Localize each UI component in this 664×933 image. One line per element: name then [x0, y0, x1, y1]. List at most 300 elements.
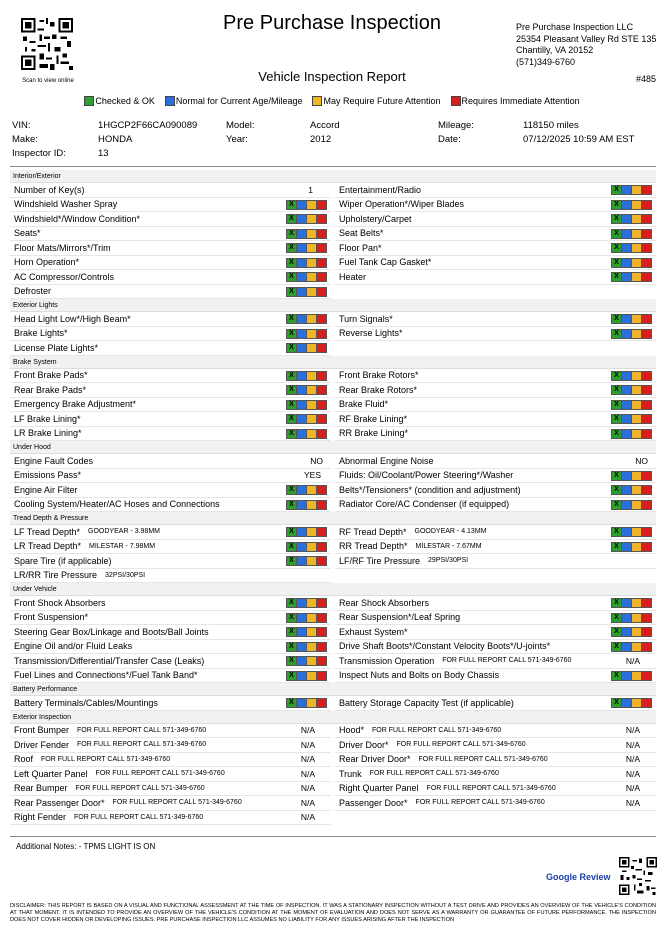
item-label: RF Brake Lining* [339, 413, 408, 424]
status-indicator [287, 400, 327, 410]
status-box-ok: X [611, 272, 622, 282]
item-detail: FOR FULL REPORT CALL 571-349-6760 [372, 726, 502, 734]
empty-cell [335, 341, 656, 356]
company-address-line2: Chantilly, VA 20152 [516, 45, 594, 55]
status-indicator [612, 200, 652, 210]
item-label: Front Suspension* [14, 612, 89, 623]
vin-value: 1HGCP2F66CA090089 [98, 120, 198, 131]
company-name: Pre Purchase Inspection LLC [516, 22, 634, 32]
inspection-row [10, 412, 656, 427]
status-indicator [612, 613, 652, 623]
legend-label: Normal for Current Age/Mileage [175, 96, 303, 106]
inspection-row [10, 767, 656, 782]
status-indicator [612, 698, 652, 708]
item-defroster [10, 285, 331, 300]
item-label: Floor Mats/Mirrors*/Trim [14, 242, 111, 253]
item-label: Cooling System/Heater/AC Hoses and Connections [14, 499, 220, 510]
disclaimer-text: DISCLAIMER: THIS REPORT IS BASED ON A VISUAL AND FUNCTIONAL ASSESSMENT AT THE TIME OF INSPECTION. IT WAS A STATIONARY INSPECTION WITHOUT A TEST DRIVE AND PROVIDES AN OVERVIEW OF THE VEHICLE'S CONDITION AT THAT MOMENT. IT IS INTENDED TO PROVIDE AN OVERVIEW OF THE VEHICLE'S CONDITION AT THE MOMENT OF EVALUATION AND DOES NOT SERVE AS A WARRANTY OR GUARANTEE OF FUTURE PERFORMANCE. THE INSPECTION DOES NOT COVER HIDDEN OR DEVELOPING ISSUES. PRE PURCHASE INSPECTION LLC ASSUMES NO LIABILITY FOR ANY ISSUES ARISING AFTER THE INSPECTION [10, 903, 656, 923]
year-value: 2012 [310, 134, 332, 145]
item-label: Fluids: Oil/Coolant/Power Steering*/Washer [339, 470, 514, 481]
item-rf-tread-depth [335, 525, 656, 540]
status-indicator [287, 698, 327, 708]
vehicle-info [0, 118, 664, 164]
item-value: NO [310, 455, 323, 466]
item-value: N/A [300, 812, 315, 823]
status-indicator [287, 229, 327, 239]
item-label: Radiator Core/AC Condenser (if equipped) [339, 499, 510, 510]
item-detail: FOR FULL REPORT CALL 571-349-6760 [77, 726, 207, 734]
status-box-immediate [316, 214, 327, 224]
status-indicator [287, 598, 327, 608]
section-header-under-vehicle: Under Vehicle [10, 583, 656, 596]
status-box-ok: X [286, 656, 297, 666]
item-label: Number of Key(s) [14, 184, 85, 195]
status-box-immediate [316, 613, 327, 623]
status-box-immediate [316, 485, 327, 495]
item-value: 1 [308, 184, 313, 195]
item-battery-terminals-cables-mountings [10, 696, 331, 711]
status-indicator [612, 598, 652, 608]
status-box-immediate [316, 272, 327, 282]
item-label: Front Brake Pads* [14, 370, 88, 381]
item-label: Floor Pan* [339, 242, 382, 253]
status-box-ok: X [611, 229, 622, 239]
status-box-immediate [641, 314, 652, 324]
status-indicator [612, 258, 652, 268]
legend-item-normal-for-current-age-mileage [165, 96, 303, 106]
inspection-row [10, 696, 656, 711]
status-box-ok: X [286, 200, 297, 210]
item-label: Inspect Nuts and Bolts on Body Chassis [339, 670, 500, 681]
item-value: N/A [625, 725, 640, 736]
item-detail: MILESTAR - 7.67MM [415, 542, 482, 550]
status-indicator [612, 229, 652, 239]
item-abnormal-engine-noise [335, 454, 656, 469]
item-rear-brake-pads [10, 383, 331, 398]
item-rf-brake-lining [335, 412, 656, 427]
item-detail: FOR FULL REPORT CALL 571-349-6760 [95, 770, 225, 778]
status-indicator [287, 314, 327, 324]
inspection-row [10, 341, 656, 356]
status-indicator [612, 429, 652, 439]
status-indicator [287, 527, 327, 537]
status-box-ok: X [286, 229, 297, 239]
status-legend [0, 96, 664, 106]
item-label: LF Brake Lining* [14, 413, 81, 424]
item-value: N/A [625, 768, 640, 779]
item-label: LF Tread Depth* [14, 526, 81, 537]
status-indicator [612, 500, 652, 510]
status-box-ok: X [286, 400, 297, 410]
item-label: Seat Belts* [339, 228, 384, 239]
item-front-suspension [10, 611, 331, 626]
status-box-immediate [641, 385, 652, 395]
status-box-immediate [641, 414, 652, 424]
item-label: Rear Shock Absorbers [339, 597, 430, 608]
item-label: LR Tread Depth* [14, 541, 82, 552]
inspection-row [10, 383, 656, 398]
legend-item-requires-immediate-attention [451, 96, 580, 106]
inspection-row [10, 554, 656, 569]
status-indicator [287, 642, 327, 652]
item-horn-operation [10, 256, 331, 271]
item-label: Belts*/Tensioners* (condition and adjustment) [339, 484, 521, 495]
item-label: Emergency Brake Adjustment* [14, 399, 137, 410]
status-box-immediate [316, 656, 327, 666]
legend-swatch [84, 96, 94, 106]
item-label: Reverse Lights* [339, 328, 403, 339]
item-floor-pan [335, 241, 656, 256]
status-indicator [612, 243, 652, 253]
status-indicator [287, 243, 327, 253]
status-box-immediate [641, 471, 652, 481]
item-driver-fender [10, 738, 331, 753]
item-roof [10, 753, 331, 768]
item-lf-tread-depth [10, 525, 331, 540]
status-box-ok: X [611, 671, 622, 681]
item-front-shock-absorbers [10, 596, 331, 611]
item-cooling-system-heater-ac-hoses-and-connections [10, 498, 331, 513]
review-qr-code[interactable] [619, 857, 657, 895]
item-rear-passenger-door [10, 796, 331, 811]
inspector-label: Inspector ID: [12, 148, 66, 159]
inspection-row [10, 654, 656, 669]
date-label: Date: [438, 134, 461, 145]
vin-label: VIN: [12, 120, 31, 131]
status-box-immediate [316, 556, 327, 566]
make-value: HONDA [98, 134, 133, 145]
item-value: N/A [300, 725, 315, 736]
status-box-immediate [316, 414, 327, 424]
item-exhaust-system [335, 625, 656, 640]
inspection-row [10, 369, 656, 384]
status-indicator [287, 343, 327, 353]
item-detail: GOODYEAR - 3.98MM [88, 528, 161, 536]
status-box-ok: X [286, 214, 297, 224]
status-box-ok: X [286, 414, 297, 424]
status-box-immediate [641, 542, 652, 552]
status-indicator [612, 671, 652, 681]
item-label: Steering Gear Box/Linkage and Boots/Ball Joints [14, 626, 209, 637]
status-box-immediate [316, 314, 327, 324]
status-indicator [287, 272, 327, 282]
item-label: Windshield*/Window Condition* [14, 213, 141, 224]
status-box-ok: X [611, 329, 622, 339]
status-box-ok: X [611, 642, 622, 652]
inspection-row [10, 270, 656, 285]
item-value: N/A [300, 739, 315, 750]
status-box-ok: X [611, 200, 622, 210]
report-subtitle: Vehicle Inspection Report [258, 69, 406, 84]
status-box-immediate [316, 527, 327, 537]
item-label: RR Brake Lining* [339, 428, 409, 439]
status-box-ok: X [286, 343, 297, 353]
item-label: Head Light Low*/High Beam* [14, 313, 131, 324]
status-indicator [612, 471, 652, 481]
item-emissions-pass [10, 469, 331, 484]
item-label: Abnormal Engine Noise [339, 455, 434, 466]
company-info [516, 22, 656, 68]
status-box-ok: X [611, 400, 622, 410]
item-rr-tread-depth [335, 540, 656, 555]
item-label: Passenger Door* [339, 797, 408, 808]
status-box-ok: X [286, 258, 297, 268]
status-box-ok: X [611, 414, 622, 424]
item-detail: FOR FULL REPORT CALL 571-349-6760 [41, 755, 171, 763]
inspection-row [10, 782, 656, 797]
status-box-ok: X [611, 371, 622, 381]
item-emergency-brake-adjustment [10, 398, 331, 413]
status-box-ok: X [611, 385, 622, 395]
status-box-ok: X [611, 185, 622, 195]
item-driver-door [335, 738, 656, 753]
status-box-immediate [316, 671, 327, 681]
status-indicator [287, 414, 327, 424]
item-label: Windshield Washer Spray [14, 199, 118, 210]
inspection-row [10, 724, 656, 739]
status-indicator [612, 485, 652, 495]
item-label: Wiper Operation*/Wiper Blades [339, 199, 465, 210]
date-value: 07/12/2025 10:59 AM EST [523, 134, 635, 145]
item-detail: FOR FULL REPORT CALL 571-349-6760 [75, 784, 205, 792]
status-indicator [612, 414, 652, 424]
inspection-row [10, 753, 656, 768]
item-license-plate-lights [10, 341, 331, 356]
item-steering-gear-box-linkage-and-boots-ball-joints [10, 625, 331, 640]
status-box-ok: X [286, 272, 297, 282]
item-label: Exhaust System* [339, 626, 408, 637]
status-indicator [287, 485, 327, 495]
status-box-immediate [316, 500, 327, 510]
status-box-ok: X [286, 429, 297, 439]
status-box-immediate [641, 627, 652, 637]
item-detail: FOR FULL REPORT CALL 571-349-6760 [112, 799, 242, 807]
status-box-immediate [316, 371, 327, 381]
item-label: Upholstery/Carpet [339, 213, 412, 224]
item-label: Trunk [339, 768, 362, 779]
item-label: Right Quarter Panel [339, 783, 419, 794]
google-review-link[interactable]: Google Review [546, 872, 611, 882]
legend-item-may-require-future-attention [312, 96, 440, 106]
item-brake-lights [10, 327, 331, 342]
status-box-immediate [641, 642, 652, 652]
item-label: AC Compressor/Controls [14, 271, 115, 282]
item-label: Transmission/Differential/Transfer Case (Leaks) [14, 655, 205, 666]
item-label: Rear Brake Rotors* [339, 384, 418, 395]
item-detail: FOR FULL REPORT CALL 571-349-6760 [418, 755, 548, 763]
item-value: N/A [300, 754, 315, 765]
item-label: Transmission Operation [339, 655, 435, 666]
inspection-row [10, 525, 656, 540]
status-box-ok: X [611, 527, 622, 537]
status-indicator [612, 627, 652, 637]
status-box-immediate [316, 229, 327, 239]
status-box-ok: X [286, 627, 297, 637]
item-turn-signals [335, 312, 656, 327]
status-box-immediate [641, 371, 652, 381]
section-header-brake-system: Brake System [10, 356, 656, 369]
status-indicator [287, 371, 327, 381]
status-box-ok: X [611, 471, 622, 481]
item-label: Front Bumper [14, 725, 70, 736]
inspection-row [10, 611, 656, 626]
item-battery-storage-capacity-test-if-applicable [335, 696, 656, 711]
item-lr-rr-tire-pressure [10, 569, 331, 584]
status-box-ok: X [611, 314, 622, 324]
section-header-tread-depth-pressure: Tread Depth & Pressure [10, 512, 656, 525]
status-box-immediate [641, 200, 652, 210]
status-box-immediate [316, 385, 327, 395]
status-box-immediate [316, 400, 327, 410]
status-box-ok: X [286, 287, 297, 297]
status-indicator [287, 671, 327, 681]
status-box-immediate [316, 243, 327, 253]
status-box-ok: X [611, 485, 622, 495]
item-lf-rf-tire-pressure [335, 554, 656, 569]
status-box-ok: X [611, 214, 622, 224]
status-box-ok: X [286, 642, 297, 652]
inspection-row [10, 227, 656, 242]
inspector-value: 13 [98, 148, 109, 159]
status-box-immediate [641, 243, 652, 253]
item-lf-brake-lining [10, 412, 331, 427]
status-box-ok: X [286, 671, 297, 681]
item-label: Left Quarter Panel [14, 768, 88, 779]
year-label: Year: [226, 134, 248, 145]
status-box-immediate [641, 329, 652, 339]
inspection-row [10, 241, 656, 256]
item-label: Brake Lights* [14, 328, 68, 339]
item-transmission-operation [335, 654, 656, 669]
status-indicator [287, 627, 327, 637]
item-drive-shaft-boots-constant-velocity-boots-u-joints [335, 640, 656, 655]
status-box-immediate [641, 214, 652, 224]
item-label: Roof [14, 754, 34, 765]
item-label: Entertainment/Radio [339, 184, 422, 195]
report-number: #485 [635, 74, 656, 84]
status-box-immediate [641, 229, 652, 239]
item-label: Rear Brake Pads* [14, 384, 87, 395]
status-box-ok: X [286, 385, 297, 395]
status-box-ok: X [611, 243, 622, 253]
item-label: License Plate Lights* [14, 342, 99, 353]
status-indicator [287, 429, 327, 439]
status-box-immediate [641, 400, 652, 410]
inspection-row [10, 540, 656, 555]
item-label: LF/RF Tire Pressure [339, 555, 421, 566]
legend-label: May Require Future Attention [323, 96, 441, 106]
item-engine-air-filter [10, 483, 331, 498]
status-box-immediate [641, 598, 652, 608]
status-box-ok: X [286, 598, 297, 608]
inspection-row [10, 498, 656, 513]
item-label: Emissions Pass* [14, 470, 82, 481]
item-detail: FOR FULL REPORT CALL 571-349-6760 [77, 741, 207, 749]
item-right-fender [10, 811, 331, 826]
status-indicator [612, 642, 652, 652]
status-box-immediate [641, 671, 652, 681]
item-engine-fault-codes [10, 454, 331, 469]
empty-cell [335, 285, 656, 300]
inspection-row [10, 212, 656, 227]
status-box-ok: X [286, 698, 297, 708]
status-indicator [612, 272, 652, 282]
status-box-immediate [316, 343, 327, 353]
status-box-immediate [641, 185, 652, 195]
empty-cell [335, 811, 656, 826]
inspection-row [10, 427, 656, 442]
status-indicator [287, 200, 327, 210]
item-label: Driver Door* [339, 739, 389, 750]
status-box-ok: X [286, 371, 297, 381]
item-detail: FOR FULL REPORT CALL 571-349-6760 [396, 741, 526, 749]
status-box-ok: X [286, 485, 297, 495]
item-passenger-door [335, 796, 656, 811]
legend-swatch [312, 96, 322, 106]
item-wiper-operation-wiper-blades [335, 198, 656, 213]
item-label: Heater [339, 271, 367, 282]
section-header-exterior-inspection: Exterior Inspection [10, 711, 656, 724]
status-indicator [287, 258, 327, 268]
item-rear-shock-absorbers [335, 596, 656, 611]
inspection-row [10, 669, 656, 684]
item-value: N/A [625, 739, 640, 750]
inspection-row [10, 312, 656, 327]
status-box-ok: X [611, 627, 622, 637]
inspection-row [10, 183, 656, 198]
status-indicator [287, 214, 327, 224]
item-label: Spare Tire (if applicable) [14, 555, 112, 566]
item-fuel-tank-cap-gasket [335, 256, 656, 271]
status-box-immediate [316, 429, 327, 439]
item-hood [335, 724, 656, 739]
inspection-row [10, 454, 656, 469]
status-box-immediate [316, 287, 327, 297]
item-label: Brake Fluid* [339, 399, 389, 410]
status-indicator [612, 185, 652, 195]
item-ac-compressor-controls [10, 270, 331, 285]
item-detail: FOR FULL REPORT CALL 571-349-6760 [74, 813, 204, 821]
item-front-bumper [10, 724, 331, 739]
item-value: NO [635, 455, 648, 466]
item-label: Driver Fender [14, 739, 70, 750]
inspection-row [10, 469, 656, 484]
inspection-row [10, 640, 656, 655]
item-label: Turn Signals* [339, 313, 393, 324]
inspection-row [10, 398, 656, 413]
status-box-ok: X [286, 527, 297, 537]
status-indicator [612, 385, 652, 395]
status-indicator [612, 400, 652, 410]
status-box-ok: X [611, 258, 622, 268]
status-box-immediate [316, 200, 327, 210]
item-fuel-lines-and-connections-fuel-tank-band [10, 669, 331, 684]
inspection-row [10, 256, 656, 271]
item-label: Rear Suspension*/Leaf Spring [339, 612, 461, 623]
item-value: YES [303, 470, 321, 481]
company-phone[interactable]: (571)349-6760 [516, 56, 576, 67]
inspection-row [10, 796, 656, 811]
item-engine-oil-and-or-fluid-leaks [10, 640, 331, 655]
item-front-brake-rotors [335, 369, 656, 384]
status-box-immediate [641, 613, 652, 623]
inspection-row [10, 483, 656, 498]
item-belts-tensioners-condition-and-adjustment [335, 483, 656, 498]
status-box-immediate [641, 527, 652, 537]
legend-item-checked-ok [84, 96, 155, 106]
item-label: RR Tread Depth* [339, 541, 408, 552]
status-box-immediate [316, 598, 327, 608]
